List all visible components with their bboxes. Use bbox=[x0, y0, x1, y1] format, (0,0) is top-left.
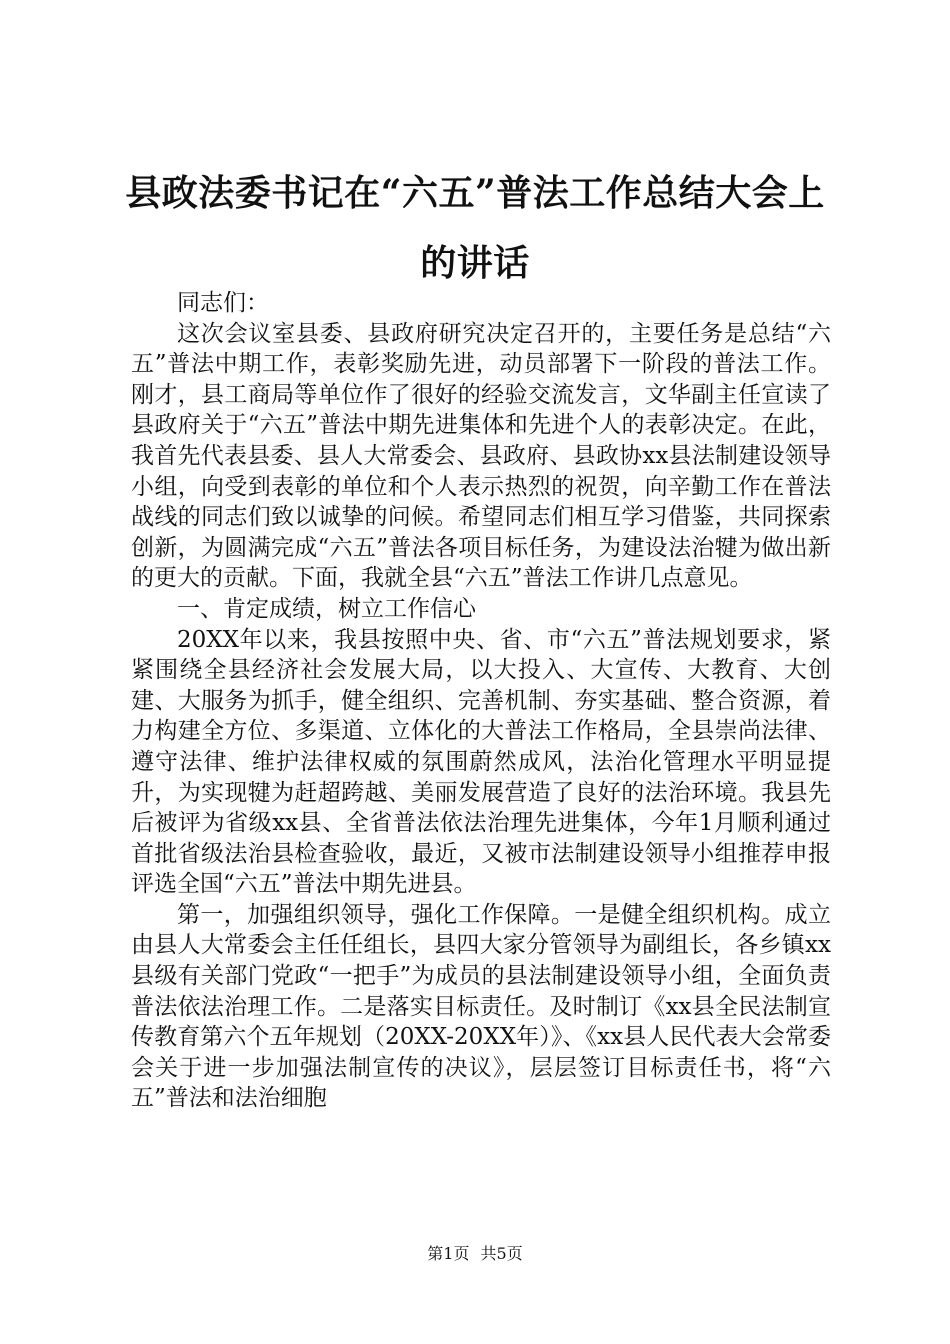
page-total: 共5页 bbox=[480, 1244, 523, 1263]
page-number: 第1页 bbox=[427, 1244, 470, 1263]
title-line-2: 的讲话 bbox=[420, 242, 530, 284]
page-footer bbox=[0, 1244, 950, 1264]
document-title bbox=[100, 158, 850, 298]
title-line-1: 县政法委书记在“六五”普法工作总结大会上 bbox=[125, 172, 825, 214]
salutation: 同志们： bbox=[177, 290, 269, 316]
paragraph: 第一，加强组织领导，强化工作保障。一是健全组织机构。成立由县人大常委会主任任组长，县四大家分管领导为副组长，各乡镇xx县级有关部门党政“一把手”为成员的县法制建设领导小组，全面负责普法依法治理工作。二是落实目标责任。及时制订《xx县全民法制宣传教育第六个五年规划（20XX-20XX年）》、《xx县人民代表大会常委会关于进一步加强法制宣传的决议》，层层签订目标责任书，将“六五”普法和法治细胞 bbox=[131, 901, 831, 1112]
document-body bbox=[131, 288, 831, 1114]
section-heading: 一、肯定成绩，树立工作信心 bbox=[177, 595, 476, 622]
paragraph: 这次会议室县委、县政府研究决定召开的，主要任务是总结“六五”普法中期工作，表彰奖励先进，动员部署下一阶段的普法工作。刚才，县工商局等单位作了很好的经验交流发言，文华副主任宣读了县政府关于“六五”普法中期先进集体和先进个人的表彰决定。在此，我首先代表县委、县人大常委会、县政府、县政协xx县法制建设领导小组，向受到表彰的单位和个人表示热烈的祝贺，向辛勤工作在普法战线的同志们致以诚挚的问候。希望同志们相互学习借鉴，共同探索创新，为圆满完成“六五”普法各项目标任务，为建设法治犍为做出新的更大的贡献。下面，我就全县“六五”普法工作讲几点意见。 bbox=[131, 320, 831, 592]
paragraph: 20XX年以来，我县按照中央、省、市“六五”普法规划要求，紧紧围绕全县经济社会发展大局，以大投入、大宣传、大教育、大创建、大服务为抓手，健全组织、完善机制、夯实基础、整合资源，着力构建全方位、多渠道、立体化的大普法工作格局，全县崇尚法律、遵守法律、维护法律权威的氛围蔚然成风，法治化管理水平明显提升，为实现犍为赶超跨越、美丽发展营造了良好的法治环境。我县先后被评为省级xx县、全省普法依法治理先进集体，今年1月顺利通过首批省级法治县检查验收，最近，又被市法制建设领导小组推荐申报评选全国“六五”普法中期先进县。 bbox=[131, 626, 831, 898]
